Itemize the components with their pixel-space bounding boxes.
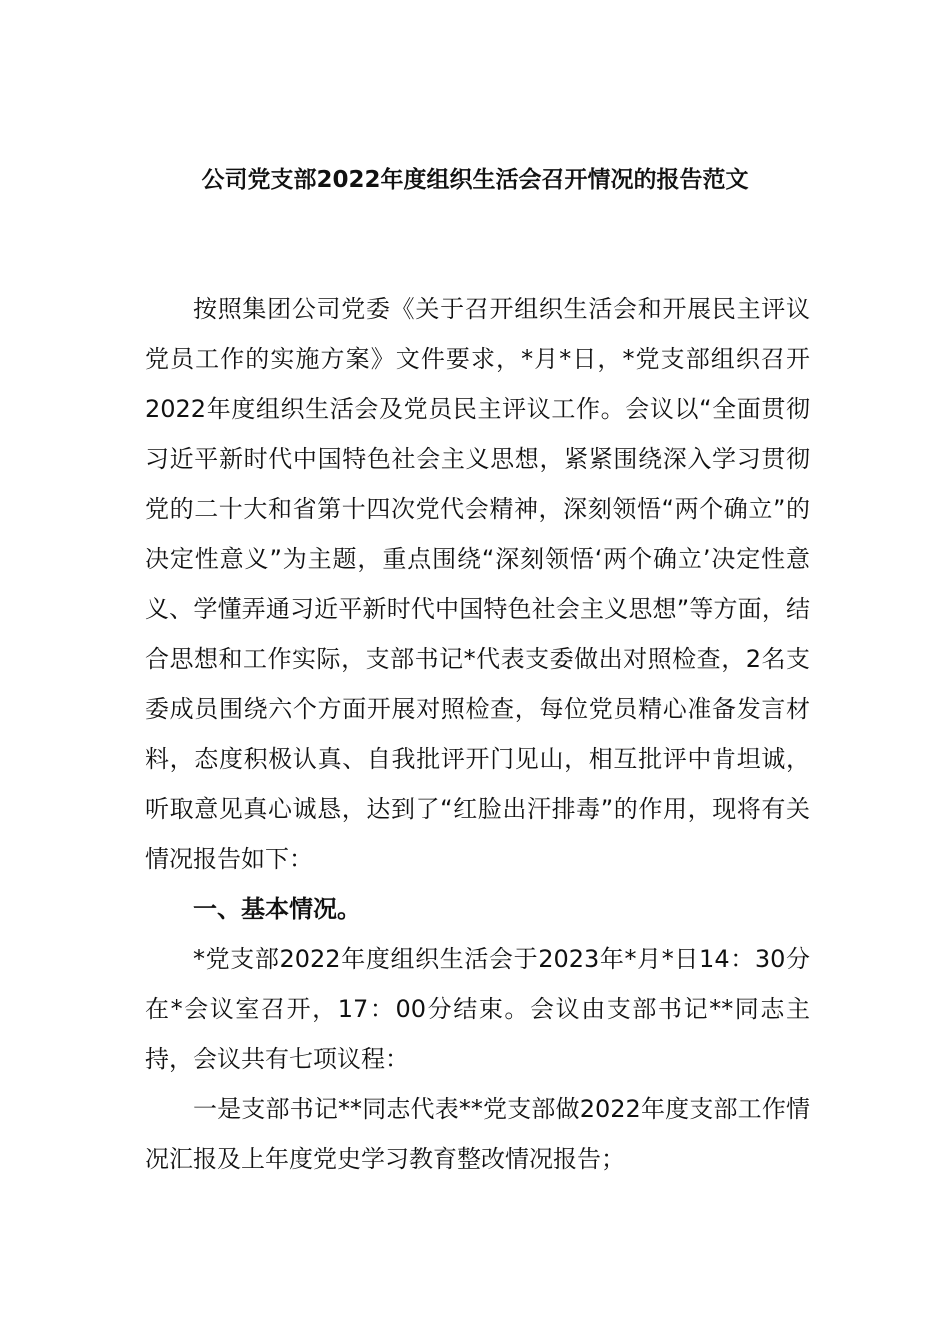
- section-heading-basic-situation: 一、基本情况。: [193, 895, 361, 923]
- paragraph-meeting-info: *党支部2022年度组织生活会于2023年*月*日14：30分在*会议室召开，17：00分结束。会议由支部书记**同志主持，会议共有七项议程：: [145, 945, 810, 1073]
- document-title: 公司党支部2022年度组织生活会召开情况的报告范文: [201, 167, 749, 193]
- paragraph-intro: 按照集团公司党委《关于召开组织生活会和开展民主评议党员工作的实施方案》文件要求，*月*日，*党支部组织召开2022年度组织生活会及党员民主评议工作。会议以“全面贯彻习近平新时代中国特色社会主义思想，紧紧围绕深入学习贯彻党的二十大和省第十四次党代会精神，深刻领悟“两个确立”的决定性意义”为主题，重点围绕“深刻领悟‘两个确立’决定性意义、学懂弄通习近平新时代中国特色社会主义思想”等方面，结合思想和工作实际，支部书记*代表支委做出对照检查，2名支委成员围绕六个方面开展对照检查，每位党员精心准备发言材料，态度积极认真、自我批评开门见山，相互批评中肯坦诚，听取意见真心诚恳，达到了“红脸出汗排毒”的作用，现将有关情况报告如下：: [145, 295, 810, 873]
- paragraph-agenda-item-1: 一是支部书记**同志代表**党支部做2022年度支部工作情况汇报及上年度党史学习教育整改情况报告；: [145, 1095, 810, 1173]
- document-body: [145, 284, 810, 1184]
